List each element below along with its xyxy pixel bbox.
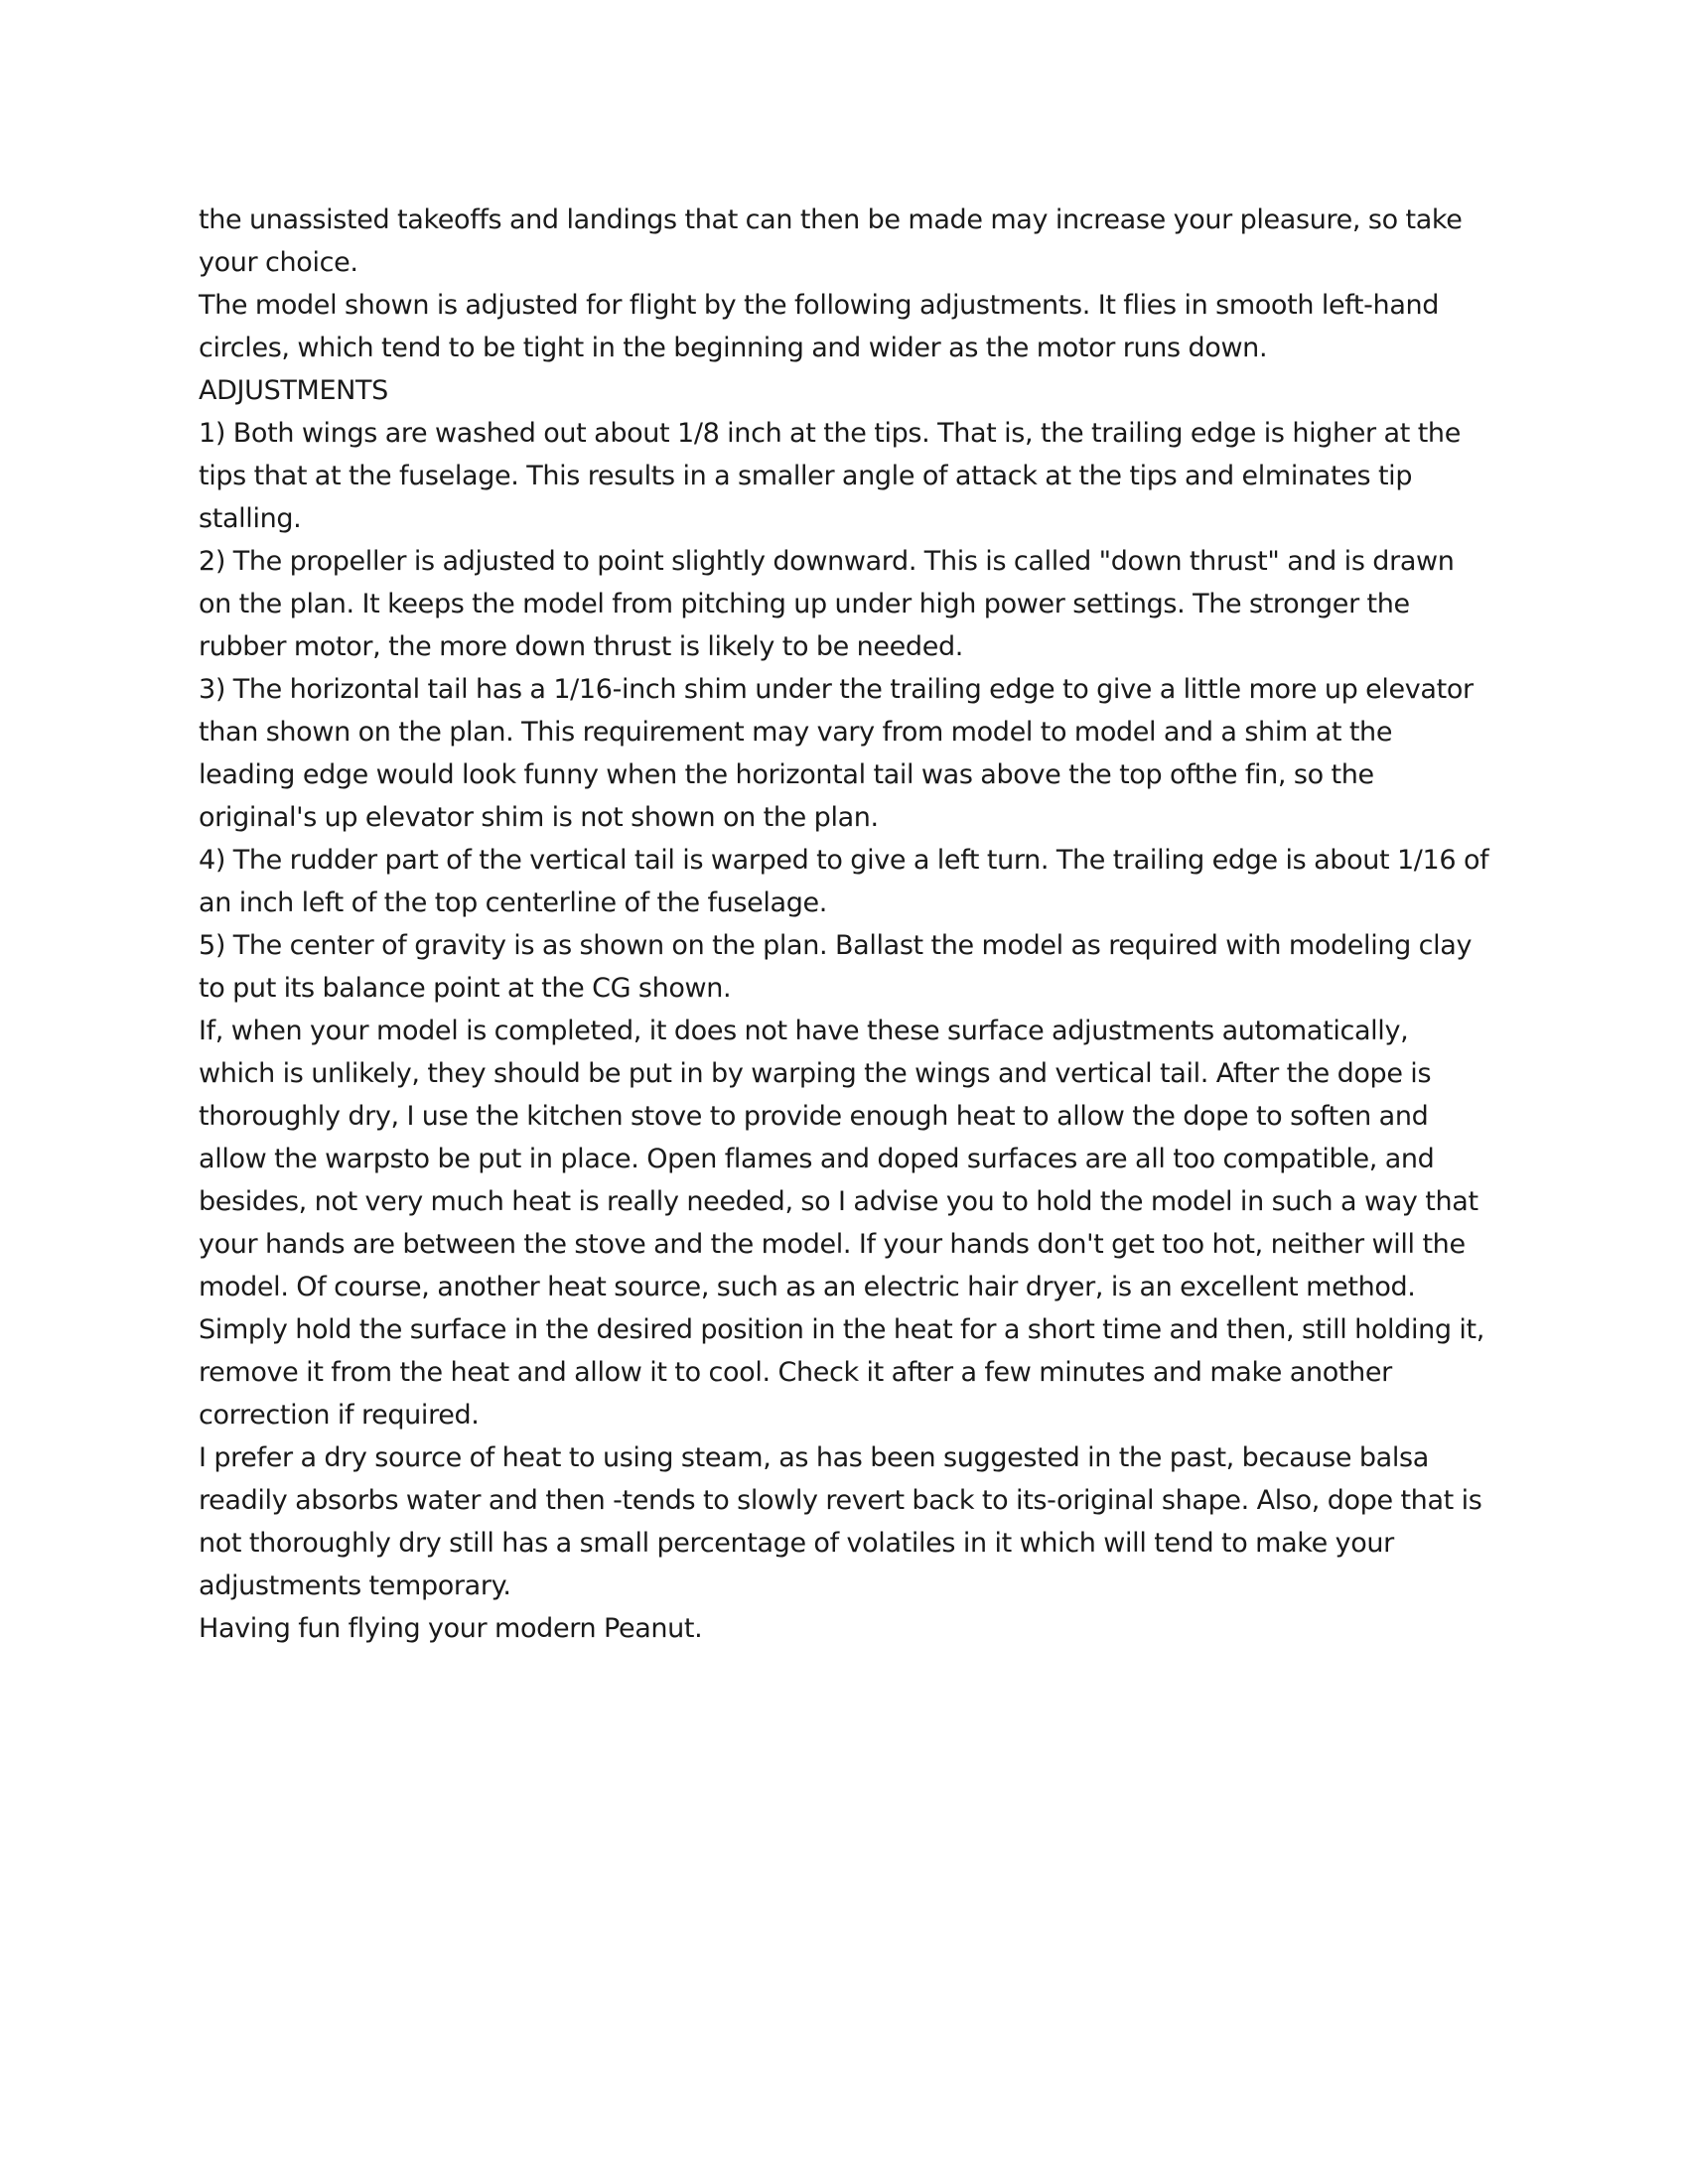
adjustment-item-3: 3) The horizontal tail has a 1/16-inch shim under the trailing edge to give a little more up elevator than shown on the plan. This requirement may vary from model to model and a shim at the leading edge would look funny when the horizontal tail was above the top ofthe fin, so the original's up elevator shim is not shown on the plan. <box>199 674 1474 833</box>
adjustment-item-2: 2) The propeller is adjusted to point slightly downward. This is called "down thrust" and is drawn on the plan. It keeps the model from pitching up under high power settings. The stronger the rubber motor, the more down thrust is likely to be needed. <box>199 546 1455 662</box>
adjustment-item-4: 4) The rudder part of the vertical tail is warped to give a left turn. The trailing edge is about 1/16 of an inch left of the top centerline of the fuselage. <box>199 845 1489 918</box>
paragraph-continuation: the unassisted takeoffs and landings that can then be made may increase your pleasure, so take your choice. <box>199 205 1463 278</box>
paragraph-closing: Having fun flying your modern Peanut. <box>199 1613 703 1644</box>
paragraph-dry-heat: I prefer a dry source of heat to using steam, as has been suggested in the past, because balsa readily absorbs water and then -tends to slowly revert back to its-original shape. Also, dope that is not thoroughly dry still has a small percentage of volatiles in it which will tend to make your adjustments temporary. <box>199 1442 1482 1601</box>
adjustments-heading: ADJUSTMENTS <box>199 375 388 406</box>
paragraph-warping-method: If, when your model is completed, it does not have these surface adjustments automatically, which is unlikely, they should be put in by warping the wings and vertical tail. After the dope is thoroughly dry, I use the kitchen stove to provide enough heat to allow the dope to soften and allow the warpsto be put in place. Open flames and doped surfaces are all too compatible, and besides, not very much heat is really needed, so I advise you to hold the model in such a way that your hands are between the stove and the model. If your hands don't get too hot, neither will the model. Of course, another heat source, such as an electric hair dryer, is an excellent method. Simply hold the surface in the desired position in the heat for a short time and then, still holding it, remove it from the heat and allow it to cool. Check it after a few minutes and make another correction if required. <box>199 1016 1485 1431</box>
document-page <box>199 199 1489 1650</box>
adjustment-item-5: 5) The center of gravity is as shown on the plan. Ballast the model as required with modeling clay to put its balance point at the CG shown. <box>199 930 1473 1004</box>
adjustment-item-1: 1) Both wings are washed out about 1/8 inch at the tips. That is, the trailing edge is higher at the tips that at the fuselage. This results in a smaller angle of attack at the tips and elminates tip stalling. <box>199 418 1461 534</box>
paragraph-flight-adjustment-intro: The model shown is adjusted for flight by the following adjustments. It flies in smooth left-hand circles, which tend to be tight in the beginning and wider as the motor runs down. <box>199 290 1440 363</box>
